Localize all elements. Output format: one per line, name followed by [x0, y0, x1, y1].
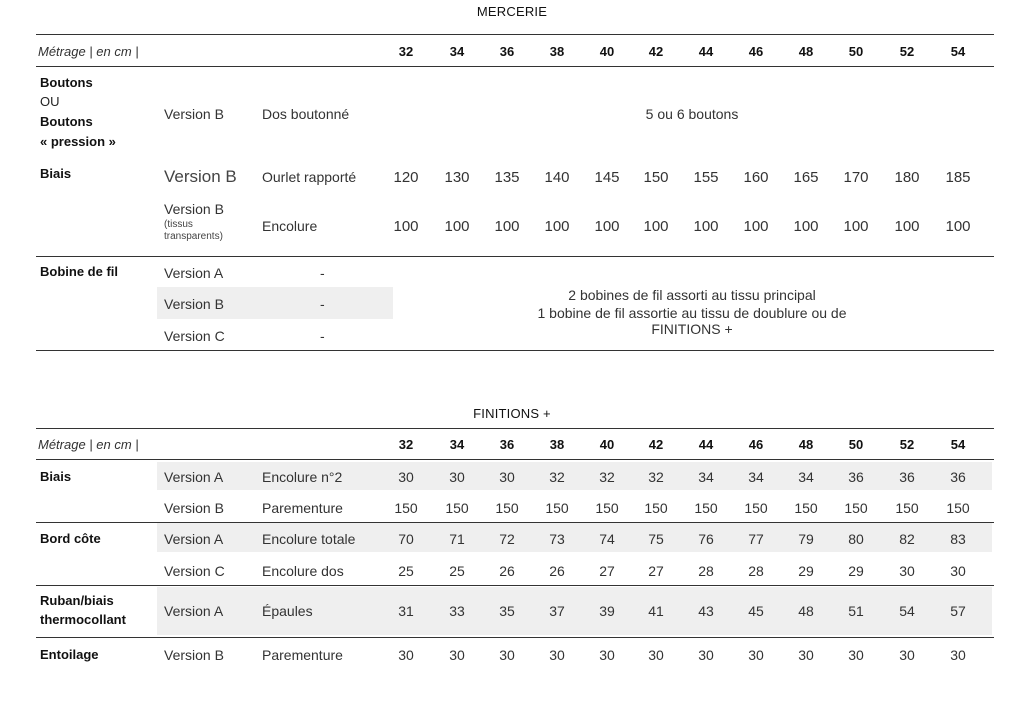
divider: [36, 637, 994, 638]
size-header: 46: [748, 437, 764, 452]
value-cell: 30: [398, 469, 414, 485]
value-cell: 71: [449, 531, 465, 547]
value-cell: 36: [848, 469, 864, 485]
value-cell: 150: [394, 500, 418, 516]
value-cell: 30: [599, 647, 615, 663]
size-header: 50: [848, 437, 864, 452]
value-cell: 32: [549, 469, 565, 485]
bobine-note-1: 2 bobines de fil assorti au tissu principal: [568, 287, 816, 303]
category-boutons: Boutons: [40, 75, 93, 90]
version-note: transparents): [164, 231, 223, 242]
category-entoilage: Entoilage: [40, 647, 99, 662]
value-cell: 100: [743, 218, 769, 235]
value-cell: 100: [643, 218, 669, 235]
value-cell: 30: [499, 469, 515, 485]
category-biais: Biais: [40, 469, 72, 484]
divider: [36, 585, 994, 586]
mercerie-title: MERCERIE: [476, 4, 548, 19]
value-cell: 140: [544, 169, 570, 186]
value-cell: 150: [644, 500, 668, 516]
value-cell: 45: [748, 603, 764, 619]
value-cell: 145: [594, 169, 620, 186]
size-header: 48: [798, 437, 814, 452]
value-cell: 41: [648, 603, 664, 619]
value-cell: 70: [398, 531, 414, 547]
size-header: 52: [899, 44, 915, 59]
finitions-title: FINITIONS +: [473, 406, 551, 421]
size-header: 38: [549, 437, 565, 452]
category-boutons-2: Boutons: [40, 114, 93, 129]
value-cell: 83: [950, 531, 966, 547]
version-note: (tissus: [164, 219, 193, 230]
header-label: Métrage | en cm |: [38, 437, 139, 452]
value-cell: 150: [844, 500, 868, 516]
size-header: 50: [848, 44, 864, 59]
category-ruban-2: thermocollant: [40, 612, 126, 627]
value-cell: 150: [744, 500, 768, 516]
size-header: 54: [950, 437, 966, 452]
value-cell: 36: [899, 469, 915, 485]
version-label: Version B: [164, 106, 224, 122]
part-dash: -: [320, 328, 325, 344]
value-cell: 72: [499, 531, 515, 547]
size-header: 36: [499, 437, 515, 452]
part-label: Parementure: [262, 500, 343, 516]
value-cell: 30: [648, 647, 664, 663]
value-cell: 100: [945, 218, 971, 235]
category-bobine: Bobine de fil: [40, 264, 118, 279]
value-cell: 34: [698, 469, 714, 485]
category-biais: Biais: [40, 166, 72, 181]
version-label: Version C: [164, 563, 225, 579]
value-cell: 150: [545, 500, 569, 516]
value-cell: 135: [494, 169, 520, 186]
value-cell: 30: [449, 647, 465, 663]
value-cell: 30: [798, 647, 814, 663]
value-cell: 57: [950, 603, 966, 619]
part-label: Ourlet rapporté: [262, 169, 357, 185]
size-header: 40: [599, 44, 615, 59]
value-cell: 48: [798, 603, 814, 619]
value-cell: 30: [449, 469, 465, 485]
value-cell: 51: [848, 603, 864, 619]
version-label: Version A: [164, 603, 224, 619]
value-cell: 120: [393, 169, 419, 186]
value-cell: 150: [694, 500, 718, 516]
value-cell: 30: [899, 563, 915, 579]
value-cell: 165: [793, 169, 819, 186]
boutons-value: 5 ou 6 boutons: [645, 106, 739, 122]
size-header: 32: [398, 44, 414, 59]
value-cell: 29: [848, 563, 864, 579]
size-header: 34: [449, 44, 465, 59]
value-cell: 79: [798, 531, 814, 547]
size-header: 40: [599, 437, 615, 452]
version-label: Version A: [164, 531, 224, 547]
value-cell: 43: [698, 603, 714, 619]
part-label: Encolure: [262, 218, 318, 234]
value-cell: 73: [549, 531, 565, 547]
category-bord-cote: Bord côte: [40, 531, 101, 546]
part-label: Épaules: [262, 603, 313, 619]
value-cell: 100: [444, 218, 470, 235]
value-cell: 100: [894, 218, 920, 235]
value-cell: 76: [698, 531, 714, 547]
value-cell: 100: [393, 218, 419, 235]
part-dash: -: [320, 296, 325, 312]
value-cell: 28: [698, 563, 714, 579]
version-label: Version B: [164, 201, 224, 217]
value-cell: 36: [950, 469, 966, 485]
value-cell: 130: [444, 169, 470, 186]
part-label: Encolure dos: [262, 563, 344, 579]
value-cell: 150: [794, 500, 818, 516]
size-header: 44: [698, 437, 714, 452]
version-label: Version B: [164, 647, 224, 663]
value-cell: 100: [544, 218, 570, 235]
value-cell: 30: [549, 647, 565, 663]
size-header: 34: [449, 437, 465, 452]
value-cell: 26: [549, 563, 565, 579]
value-cell: 30: [848, 647, 864, 663]
size-header: 36: [499, 44, 515, 59]
version-label: Version C: [164, 328, 225, 344]
value-cell: 150: [495, 500, 519, 516]
divider: [36, 66, 994, 67]
bobine-note-2: 1 bobine de fil assortie au tissu de doublure ou de FINITIONS +: [537, 305, 847, 337]
value-cell: 160: [743, 169, 769, 186]
value-cell: 26: [499, 563, 515, 579]
value-cell: 30: [499, 647, 515, 663]
value-cell: 75: [648, 531, 664, 547]
version-label: Version A: [164, 469, 224, 485]
divider: [36, 428, 994, 429]
category-ruban: Ruban/biais: [40, 593, 114, 608]
value-cell: 30: [950, 647, 966, 663]
value-cell: 150: [946, 500, 970, 516]
value-cell: 30: [899, 647, 915, 663]
value-cell: 27: [648, 563, 664, 579]
value-cell: 150: [895, 500, 919, 516]
part-label: Encolure n°2: [262, 469, 343, 485]
value-cell: 25: [398, 563, 414, 579]
value-cell: 30: [950, 563, 966, 579]
value-cell: 100: [594, 218, 620, 235]
value-cell: 100: [843, 218, 869, 235]
divider: [36, 522, 994, 523]
value-cell: 150: [643, 169, 669, 186]
value-cell: 100: [693, 218, 719, 235]
value-cell: 39: [599, 603, 615, 619]
size-header: 32: [398, 437, 414, 452]
version-label: Version A: [164, 265, 224, 281]
header-label: Métrage | en cm |: [38, 44, 139, 59]
value-cell: 150: [595, 500, 619, 516]
divider: [36, 350, 994, 351]
divider: [36, 34, 994, 35]
value-cell: 82: [899, 531, 915, 547]
version-label: Version B: [164, 296, 224, 312]
size-header: 46: [748, 44, 764, 59]
value-cell: 33: [449, 603, 465, 619]
value-cell: 100: [793, 218, 819, 235]
value-cell: 180: [894, 169, 920, 186]
value-cell: 30: [748, 647, 764, 663]
version-label: Version B: [164, 167, 237, 186]
divider: [36, 459, 994, 460]
value-cell: 54: [899, 603, 915, 619]
size-header: 48: [798, 44, 814, 59]
value-cell: 155: [693, 169, 719, 186]
value-cell: 32: [599, 469, 615, 485]
size-header: 54: [950, 44, 966, 59]
value-cell: 77: [748, 531, 764, 547]
value-cell: 185: [945, 169, 971, 186]
value-cell: 170: [843, 169, 869, 186]
part-label: Dos boutonné: [262, 106, 350, 122]
value-cell: 150: [445, 500, 469, 516]
part-label: Parementure: [262, 647, 343, 663]
divider: [36, 256, 994, 257]
value-cell: 28: [748, 563, 764, 579]
value-cell: 32: [648, 469, 664, 485]
value-cell: 30: [698, 647, 714, 663]
value-cell: 29: [798, 563, 814, 579]
value-cell: 27: [599, 563, 615, 579]
value-cell: 31: [398, 603, 414, 619]
value-cell: 34: [798, 469, 814, 485]
version-label: Version B: [164, 500, 224, 516]
size-header: 42: [648, 437, 664, 452]
value-cell: 30: [398, 647, 414, 663]
value-cell: 100: [494, 218, 520, 235]
part-label: Encolure totale: [262, 531, 356, 547]
size-header: 42: [648, 44, 664, 59]
category-boutons-3: « pression »: [40, 134, 116, 149]
value-cell: 80: [848, 531, 864, 547]
part-dash: -: [320, 265, 325, 281]
value-cell: 37: [549, 603, 565, 619]
size-header: 44: [698, 44, 714, 59]
value-cell: 34: [748, 469, 764, 485]
size-header: 38: [549, 44, 565, 59]
size-header: 52: [899, 437, 915, 452]
value-cell: 35: [499, 603, 515, 619]
value-cell: 74: [599, 531, 615, 547]
category-boutons-or: OU: [40, 94, 60, 109]
value-cell: 25: [449, 563, 465, 579]
